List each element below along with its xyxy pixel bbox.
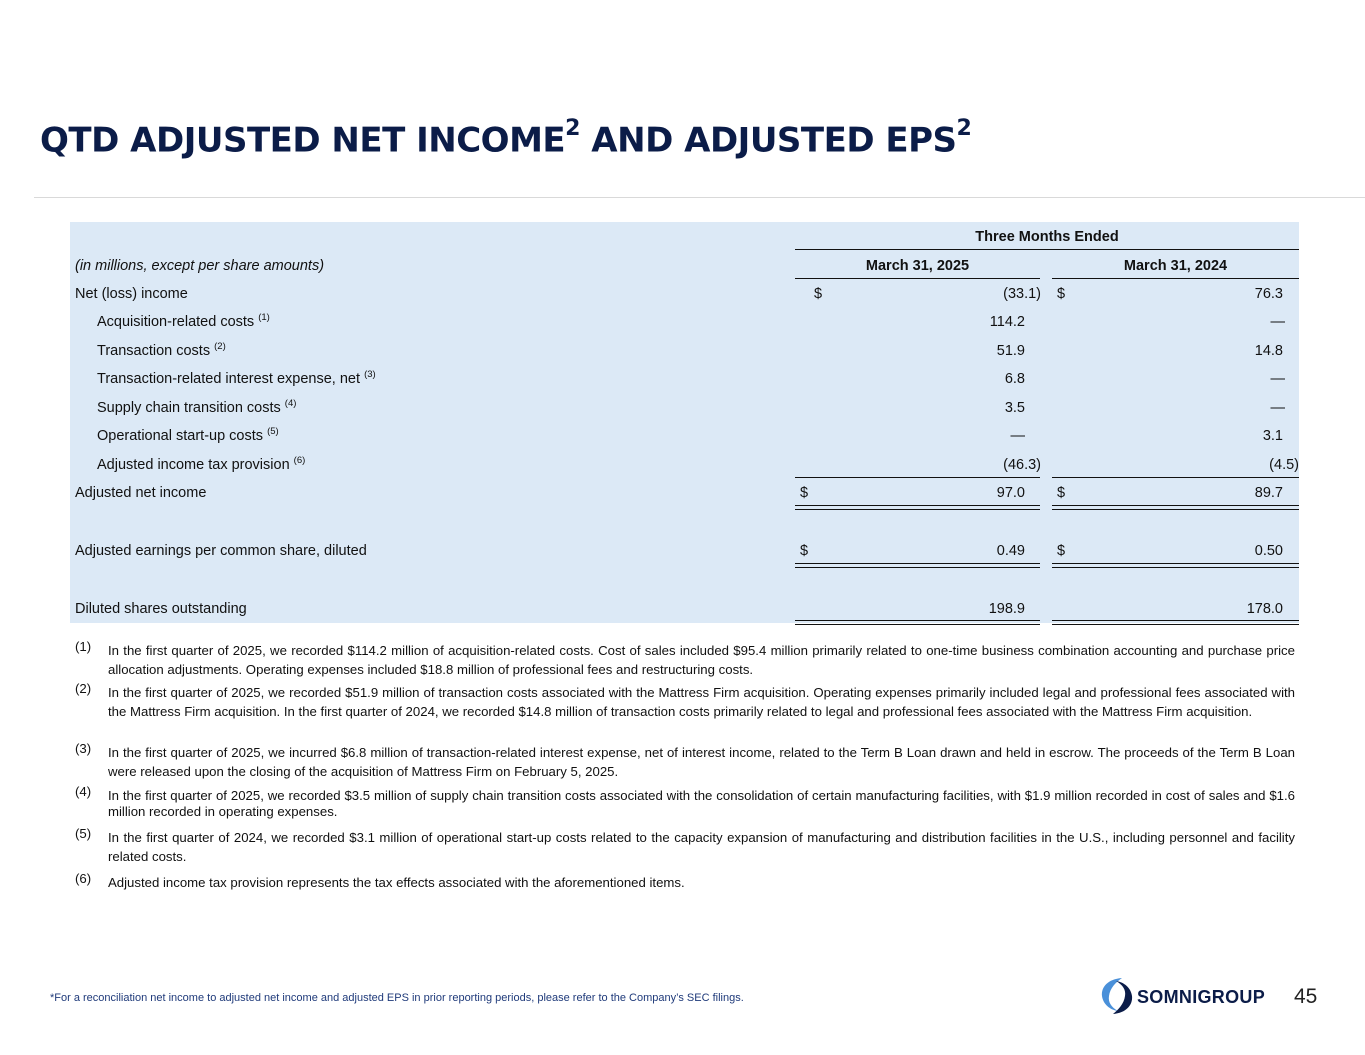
footnote-text: In the first quarter of 2025, we recorded $51.9 million of transaction costs associated with the Mattress Firm acquisition. Operating expenses primarily included legal and professional fees associated with the Mattress Firm acquisition. In the first quarter of 2024, we recorded $14.8 million of transaction costs primarily related to legal and professional fees associated with the Mattress Firm acquisition. [108, 685, 1295, 719]
value-2025: (46.3) [1003, 457, 1041, 473]
footnote-number: (4) [75, 784, 92, 799]
footnote [75, 683, 1295, 721]
value-2025: 51.9 [996, 343, 1025, 359]
row-label: Transaction costs $^{(2)}$ [97, 341, 226, 359]
value-2024: 0.50 [1254, 543, 1283, 559]
value-2024: 76.3 [1254, 286, 1283, 302]
row-label: Adjusted income tax provision $^{(6)}$ [97, 455, 306, 473]
footnote-text: In the first quarter of 2024, we recorded $3.1 million of operational start-up costs related to the capacity expansion of manufacturing and distribution facilities in the U.S., including personnel and facility related costs. [108, 830, 1295, 864]
row-label: Adjusted earnings per common share, diluted [75, 543, 367, 559]
somnigroup-logo-icon [1100, 977, 1134, 1015]
footer-disclaimer: *For a reconciliation net income to adjusted net income and adjusted EPS in prior reporting periods, please refer to the Company’s SEC filings. [50, 992, 744, 1004]
footnote-number: (1) [75, 639, 92, 654]
value-2025: 6.8 [1004, 371, 1025, 387]
currency-symbol: $ [800, 543, 809, 559]
subtotal-rule-2024 [1052, 477, 1299, 478]
row-label: Net (loss) income [75, 286, 188, 302]
header-rule [795, 249, 1299, 250]
currency-symbol: $ [1057, 286, 1066, 302]
footnote [75, 641, 1295, 679]
row-label: Diluted shares outstanding [75, 601, 247, 617]
column-rule-2025 [795, 278, 1040, 279]
footnote [75, 784, 1295, 820]
value-2025: (33.1) [1003, 286, 1041, 302]
currency-symbol: $ [1057, 485, 1066, 501]
footnote-text: In the first quarter of 2025, we recorded $3.5 million of supply chain transition costs associated with the consolidation of certain manufacturing facilities, with $1.9 million recorded in cost of sales and $1.6 million recorded in operating expenses. [108, 788, 1295, 819]
total-double-rule-2024 [1052, 505, 1299, 510]
eps-double-rule-2024 [1052, 563, 1299, 568]
footnote-number: (5) [75, 826, 92, 841]
subtotal-rule-2025 [795, 477, 1040, 478]
footnote-text: In the first quarter of 2025, we incurred $6.8 million of transaction-related interest expense, net of interest income, related to the Term B Loan drawn and held in escrow. The proceeds of the Term B Loan were released upon the closing of the acquisition of Mattress Firm on February 5, 2025. [108, 745, 1295, 779]
footnote [75, 873, 1295, 892]
value-2024: — [1270, 371, 1285, 387]
shares-double-rule-2025 [795, 620, 1040, 625]
eps-double-rule-2025 [795, 563, 1040, 568]
footnote-number: (2) [75, 681, 92, 696]
row-label: Adjusted net income [75, 485, 207, 501]
value-2024: (4.5) [1269, 457, 1299, 473]
currency-symbol: $ [1057, 543, 1066, 559]
value-2024: — [1270, 314, 1285, 330]
value-2024: 3.1 [1262, 428, 1283, 444]
value-2025: 0.49 [996, 543, 1025, 559]
footnote-text: In the first quarter of 2025, we recorded $114.2 million of acquisition-related costs. Cost of sales included $95.4 million primarily related to one-time business combination accounting and purchase price allocation adjustments. Operating expenses included $18.8 million of professional fees and restructuring costs. [108, 643, 1295, 677]
value-2025: 97.0 [996, 485, 1025, 501]
reconciliation-table [70, 222, 1299, 623]
row-label: Acquisition-related costs $^{(1)}$ [97, 312, 270, 330]
page-title: QTD ADJUSTED NET INCOME$^2$ AND ADJUSTED EPS$^2$ [40, 116, 972, 161]
value-2025: 3.5 [1004, 400, 1025, 416]
group-header: Three Months Ended [975, 229, 1119, 245]
value-2025: — [1010, 428, 1025, 444]
total-double-rule-2025 [795, 505, 1040, 510]
value-2024: 89.7 [1254, 485, 1283, 501]
brand-name: SOMNIGROUP [1137, 987, 1266, 1007]
currency-symbol: $ [800, 485, 809, 501]
footnote [75, 828, 1295, 866]
units-label: (in millions, except per share amounts) [75, 258, 325, 274]
value-2024: 14.8 [1254, 343, 1283, 359]
column-header-2024: March 31, 2024 [1123, 258, 1228, 274]
value-2025: 198.9 [988, 601, 1025, 617]
value-2025: 114.2 [989, 314, 1025, 330]
page-number: 45 [1294, 985, 1318, 1008]
column-rule-2024 [1052, 278, 1299, 279]
currency-symbol: $ [814, 286, 823, 302]
footnote-text: Adjusted income tax provision represents the tax effects associated with the aforementioned items. [108, 875, 685, 890]
footnote [75, 743, 1295, 781]
shares-double-rule-2024 [1052, 620, 1299, 625]
row-label: Operational start-up costs $^{(5)}$ [97, 426, 279, 444]
column-header-2025: March 31, 2025 [865, 258, 970, 274]
row-label: Supply chain transition costs $^{(4)}$ [97, 398, 297, 416]
value-2024: 178.0 [1246, 601, 1283, 617]
row-label: Transaction-related interest expense, net $^{(3)}$ [97, 369, 376, 387]
title-divider [34, 197, 1365, 198]
footnote-number: (6) [75, 871, 92, 886]
value-2024: — [1270, 400, 1285, 416]
footnote-number: (3) [75, 741, 92, 756]
